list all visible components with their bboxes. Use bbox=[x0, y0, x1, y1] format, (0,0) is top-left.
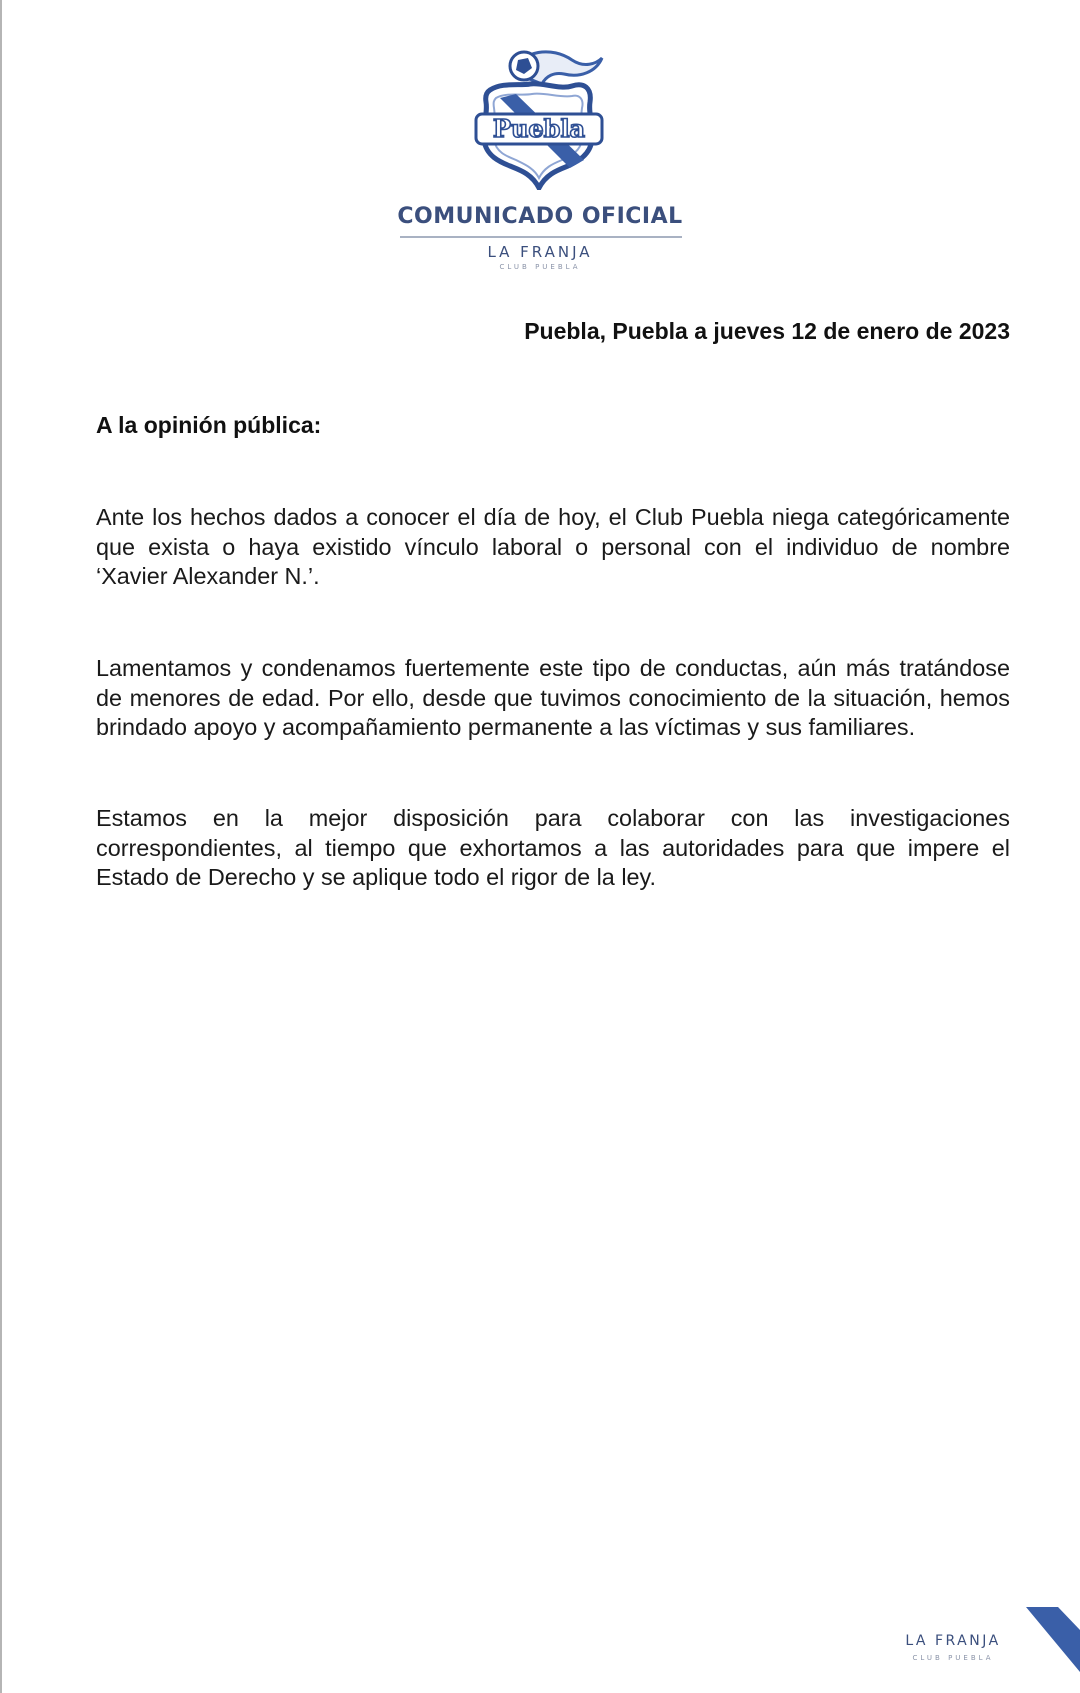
date-line: Puebla, Puebla a jueves 12 de enero de 2023 bbox=[524, 318, 1010, 344]
paragraph-line: que exista o haya existido vínculo laboral o personal con el individuo de nombre bbox=[96, 533, 1010, 560]
footer-brand-subtitle: CLUB PUEBLA bbox=[912, 1654, 994, 1662]
salutation: A la opinión pública: bbox=[96, 412, 322, 438]
paragraph-line: Ante los hechos dados a conocer el día de hoy, el Club Puebla niega categóricamente bbox=[96, 504, 1010, 530]
footer-brand: LA FRANJA bbox=[905, 1633, 1001, 1649]
paragraph-line: brindado apoyo y acompañamiento permanente a las víctimas y sus familiares. bbox=[96, 714, 916, 740]
club-puebla-crest-icon bbox=[472, 42, 606, 190]
crest-wordmark: Puebla bbox=[492, 114, 586, 143]
paragraph-line: correspondientes, al tiempo que exhortamos a las autoridades para que impere el bbox=[96, 834, 1010, 861]
header-brand-subtitle: CLUB PUEBLA bbox=[499, 263, 581, 271]
paragraph-1 bbox=[96, 503, 1010, 592]
page-left-edge bbox=[0, 0, 2, 1693]
header-brand: LA FRANJA bbox=[487, 243, 593, 261]
paragraph-line: Estado de Derecho y se aplique todo el rigor de la ley. bbox=[96, 864, 656, 890]
diagonal-stripe-icon bbox=[1020, 1604, 1080, 1674]
header-divider bbox=[400, 236, 682, 238]
paragraph-line: de menores de edad. Por ello, desde que tuvimos conocimiento de la situación, hemos bbox=[96, 684, 1010, 711]
paragraph-line: Lamentamos y condenamos fuertemente este tipo de conductas, aún más tratándose bbox=[96, 655, 1010, 681]
paragraph-3 bbox=[96, 804, 1010, 893]
paragraph-line: Estamos en la mejor disposición para colaborar con las investigaciones bbox=[96, 805, 1010, 831]
announcement-title: COMUNICADO OFICIAL bbox=[397, 204, 683, 229]
paragraph-2 bbox=[96, 654, 1010, 743]
paragraph-line: ‘Xavier Alexander N.’. bbox=[96, 563, 320, 589]
